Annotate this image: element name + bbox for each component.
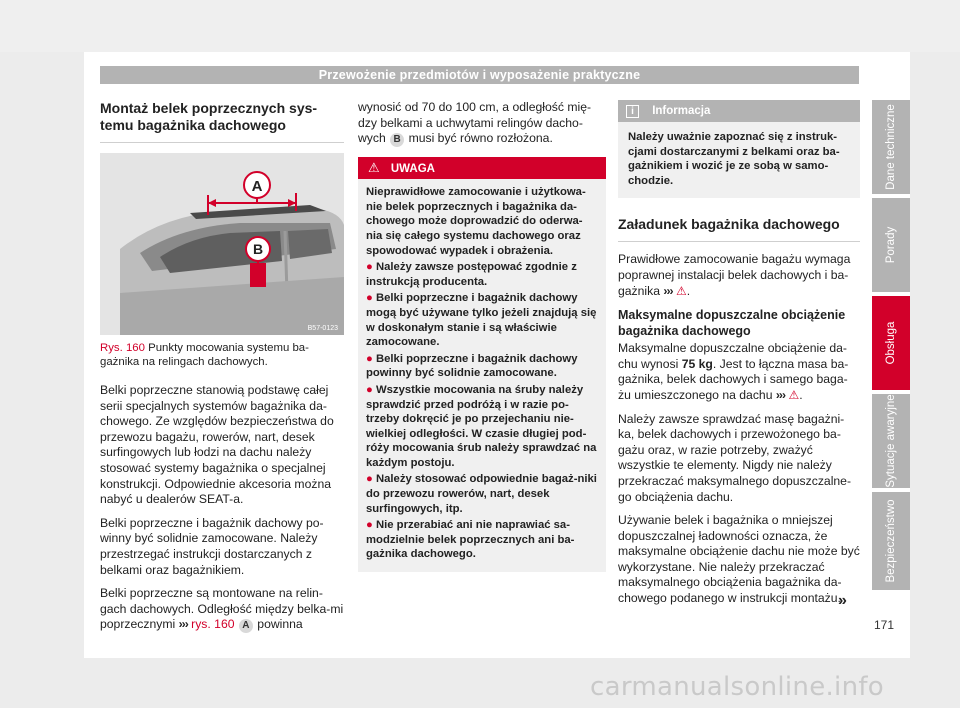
figure-label-b: B [252,241,264,257]
warning-triangle-icon[interactable]: ⚠ [675,283,687,298]
callout-a: A [239,619,253,633]
paragraph-text: Belki poprzeczne są montowane na relin-gach dachowych. Odległość między belka-mi poprzecznymi [100,586,344,632]
cross-ref-arrows: ››› [178,617,188,632]
paragraph [358,100,606,147]
warning-bullet: ● Należy zawsze postępować zgodnie z instrukcją producenta. [366,261,577,288]
paragraph-text: powinna [257,617,303,632]
info-title: Informacja [652,105,711,117]
paragraph-text: . Jest to łączna masa ba-gażnika, belek dachowych i samego baga-żu umieszczonego na dachu [618,356,849,402]
warning-bullet-text: Belki poprzeczne i bagażnik dachowy mogą być używane tylko jeżeli znajdują się w doskonałym stanie i są właściwie zamocowane. [366,292,597,349]
section-heading-roof-bars: Montaż belek poprzecznych sys-temu bagażnika dachowego [100,100,344,143]
top-margin [0,0,960,52]
warning-header [358,157,606,179]
paragraph [100,586,344,633]
warning-bullet: ● Belki poprzeczne i bagażnik dachowy powinny być solidnie zamocowane. [366,352,578,380]
warning-bullet: ● Należy stosować odpowiednie bagaż-niki do przewozu rowerów, nart, desek surfingowych, itp. [366,473,597,515]
tab-label: Dane techniczne [885,104,897,190]
cross-ref-arrows: ››› [663,283,673,298]
warning-intro: Nieprawidłowe zamocowanie i użytkowa-nie belek poprzecznych i bagażnika da-chowego może doprowadzić do oderwa-nia się całego systemu dachowego oraz spowodować wypadek i obrażenia. [366,186,586,257]
paragraph-text: Maksymalne dopuszczalne obciążenie da-chu wynosi [618,341,847,371]
callout-b: B [390,133,404,147]
tab-bezpieczenstwo[interactable] [872,492,910,590]
column-3 [618,100,860,615]
figure-link[interactable]: rys. 160 [191,617,235,632]
warning-bullet-text: Wszystkie mocowania na śruby należy sprawdzić przed podróżą i w razie po-trzeby dokręcić je po przejechaniu nie-wielkiej odległości. W czasie długiej pod-róży mocowania śrub należy sprawdzać na każdym postoju. [366,383,597,469]
cross-ref-arrows: ››› [775,387,786,402]
tab-porady[interactable] [872,198,910,292]
page-header: Przewożenie przedmiotów i wyposażenie praktyczne [100,66,859,84]
paragraph: Maksymalne dopuszczalne obciążenie da-chu wynosi 75 kg. Jest to łączna masa ba-gażnika, belek dachowych i samego baga-żu umieszczonego na dachu ››› ⚠. [618,341,849,402]
max-load-value: 75 kg [681,356,713,371]
paragraph: Prawidłowe zamocowanie bagażu wymaga poprawnej instalacji belek dachowych i ba-gażnika ››› ⚠. [618,252,851,298]
section-heading-roof-load: Załadunek bagażnika dachowego [618,216,860,242]
figure-label-a: A [251,178,263,195]
paragraph-text: Prawidłowe zamocowanie bagażu wymaga poprawnej instalacji belek dachowych i ba-gażnika [618,252,851,298]
tab-sytuacje-awaryjne[interactable] [872,394,910,488]
tab-label: Obsługa [885,321,897,365]
watermark: carmanualsonline.info [590,672,885,702]
warning-bullet: ● Nie przerabiać ani nie naprawiać sa-modzielnie belek poprzecznych ani ba-gażnika dachowego. [366,519,575,561]
warning-body [358,179,606,572]
column-2 [358,100,606,572]
figure-code: B57-0123 [307,325,338,332]
paragraph: Belki poprzeczne i bagażnik dachowy po-winny być solidnie zamocowane. Należy przestrzegać instrukcji dostarczanych z belkami oraz bagażnikiem. [100,515,324,577]
info-icon: i [626,105,639,118]
paragraph-text: wynosić od 70 do 100 cm, a odległość mię-dzy belkami a uchwytami relingów dacho-wych [358,100,592,146]
paragraph: Belki poprzeczne stanowią podstawę całej serii specjalnych systemów bagażnika da-chowego. Ze względów bezpieczeństwa do przewozu bagażu, rowerów, nart, desek surfingowych lub łodzi na dachu należy stosować systemy bagażnika o specjalnej konstrukcji. Odpowiednie akcesoria można nabyć u dealerów SEAT-a. [100,383,334,507]
warning-bullet-text: Należy stosować odpowiednie bagaż-niki do przewozu rowerów, nart, desek surfingowych, itp. [366,473,597,515]
warning-title: UWAGA [390,163,435,176]
page-number: 171 [874,618,895,632]
tab-label: Bezpieczeństwo [885,499,897,583]
continue-arrow-icon: » [838,592,847,609]
paragraph: Używanie belek i bagażnika o mniejszej dopuszczalnej ładowności oznacza, że maksymalne obciążenie dachu nie może być wykorzystane. Nie należy przekraczać maksymalnego obciążenia bagażnika da-chowego podanego w instrukcji montażu. [618,513,860,606]
warning-bullet-text: Belki poprzeczne i bagażnik dachowy powinny być solidnie zamocowane. [366,352,578,380]
warning-bullet: ● Belki poprzeczne i bagażnik dachowy mogą być używane tylko jeżeli znajdują się w doskonałym stanie i są właściwie zamocowane. [366,292,597,349]
tab-dane-techniczne[interactable] [872,100,910,194]
warning-box [358,157,606,572]
warning-triangle-icon[interactable]: ⚠ [788,387,800,402]
info-body: Należy uważnie zapoznać się z instruk-cjami dostarczanymi z belkami oraz ba-gażnikiem i wozić je ze sobą w samo-chodzie. [628,131,840,187]
warning-bullet: ● Wszystkie mocowania na śruby należy sprawdzić przed podróżą i w razie po-trzeby dokręcić je po przejechaniu nie-wielkiej odległości. W czasie długiej pod-róży mocowania śrub należy sprawdzać na każdym postoju. [366,383,597,469]
tab-label: Sytuacje awaryjne [885,394,897,488]
tab-label: Porady [885,226,897,264]
paragraph: Należy zawsze sprawdzać masę bagażni-ka, belek dachowych i przewożonego ba-gażu oraz, w razie potrzeby, zważyć wszystkie te elementy. Nigdy nie należy przekraczać maksymalnego dopuszczalne-go obciążenia dachu. [618,411,852,504]
caption-text: Punkty mocowania systemu ba-gażnika na relingach dachowych. [100,342,309,368]
warning-bullet-text: Należy zawsze postępować zgodnie z instrukcją producenta. [366,261,577,288]
warning-bullet-text: Nie przerabiać ani nie naprawiać sa-modzielnie belek poprzecznych ani ba-gażnika dachowego. [366,519,575,561]
paragraph-text: musi być równo rozłożona. [408,131,553,146]
warning-triangle-icon: ⚠ [368,160,380,176]
caption-ref: Rys. 160 [100,342,145,354]
car-roof-illustration [100,153,344,335]
figure-roof-rails [100,153,344,335]
info-header [618,100,860,122]
column-1 [100,100,344,641]
tab-obsluga[interactable] [872,296,910,390]
figure-caption [100,341,344,369]
subheading-max-load: Maksymalne dopuszczalne obciążenie bagażnika dachowego [618,308,846,339]
info-box [618,100,860,198]
